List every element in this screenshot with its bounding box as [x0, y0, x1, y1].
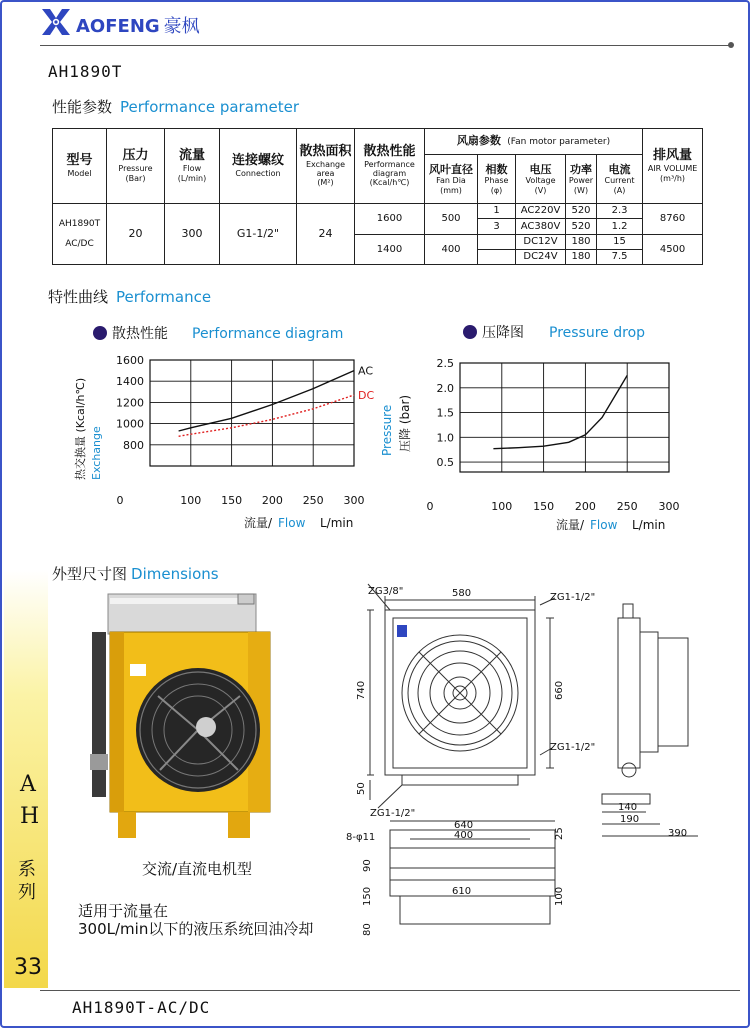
series-letter-h: H — [20, 804, 40, 829]
cell-voltage-2: AC380V — [516, 219, 566, 234]
cell-power-2: 520 — [566, 219, 597, 234]
c1-legend-ac: AC — [358, 364, 374, 378]
cell-power-1: 520 — [566, 204, 597, 219]
c1-ytick-label: 1000 — [116, 417, 144, 431]
chart1-xlabel-cn: 流量/ — [244, 516, 273, 530]
cell-phase-3 — [478, 234, 516, 249]
c1-xtick-label: 150 — [221, 494, 243, 507]
c1-series-ac — [179, 371, 354, 431]
c2-xtick-label: 250 — [616, 500, 638, 513]
chart1-ticks — [116, 354, 365, 507]
cell-perf-dc: 1400 — [355, 234, 425, 264]
section-dimensions-title — [52, 563, 219, 584]
dim-label-zg112-top: ZG1-1/2" — [550, 592, 596, 603]
cell-power-3: 180 — [566, 234, 597, 249]
c1-xtick-label: 100 — [180, 494, 202, 507]
c2-plot-frame — [460, 363, 669, 472]
chart1-title-en: Performance diagram — [192, 326, 344, 342]
dim-label-610: 610 — [452, 886, 472, 897]
c1-xtick-label: 250 — [302, 494, 324, 507]
c2-ytick-label: 2.0 — [436, 381, 454, 395]
dim-label-190: 190 — [620, 814, 640, 825]
th-fan-group: 风扇参数 (Fan motor parameter) — [425, 129, 643, 155]
section-parameter-cn: 性能参数 — [52, 98, 113, 116]
cell-perf-ac: 1600 — [355, 204, 425, 234]
cell-phase-1: 1 — [478, 204, 516, 219]
cell-air-dc: 4500 — [643, 234, 703, 264]
chart2-xlabel-unit: L/min — [632, 518, 666, 532]
chart1-bullet-icon — [93, 326, 107, 340]
chart1-ylabel-cn: 热交换量 (Kcal/h℃) — [74, 377, 87, 480]
dim-label-100: 100 — [554, 886, 565, 906]
cell-pressure: 20 — [107, 204, 165, 265]
chart2-xlabel-cn: 流量/ — [556, 518, 585, 532]
c1-xtick-label: 200 — [261, 494, 283, 507]
th-area: 散热面积 Exchange area (M²) — [297, 129, 355, 204]
section-curve-cn: 特性曲线 — [48, 288, 109, 306]
dim-label-400: 400 — [454, 830, 474, 841]
c1-ytick-label: 1200 — [116, 396, 144, 410]
th-power: 功率 Power (W) — [566, 155, 597, 204]
dim-label-zg112-bottom: ZG1-1/2" — [370, 808, 416, 819]
th-phase: 相数 Phase (φ) — [478, 155, 516, 204]
c2-xtick-label: 100 — [491, 500, 513, 513]
model-title: AH1890T — [48, 62, 123, 81]
footer-model: AH1890T-AC/DC — [72, 998, 211, 1017]
chart1-title-cn: 散热性能 — [112, 326, 168, 342]
dim-label-660: 660 — [554, 680, 565, 700]
cell-current-1: 2.3 — [597, 204, 643, 219]
c2-xtick-label: 200 — [574, 500, 596, 513]
cell-voltage-4: DC24V — [516, 249, 566, 264]
dimension-drawings — [340, 580, 720, 940]
dim-label-580: 580 — [452, 588, 472, 599]
c1-series-dc — [179, 395, 354, 436]
page-number: 33 — [14, 955, 42, 980]
pressure-drop-chart — [372, 320, 692, 535]
chart2-xlabel-en: Flow — [590, 518, 618, 532]
dim-label-390: 390 — [668, 828, 688, 839]
dim-label-zg38: ZG3/8" — [368, 586, 404, 597]
c1-xtick-label: 0 — [116, 494, 124, 507]
dim-logo-icon — [397, 625, 407, 637]
c2-ytick-label: 1.0 — [436, 431, 454, 445]
c2-ytick-label: 0.5 — [436, 456, 454, 470]
spec-table — [52, 128, 703, 265]
cell-phase-4 — [478, 249, 516, 264]
chart2-grid — [460, 363, 669, 472]
th-flow: 流量 Flow (L/min) — [165, 129, 220, 204]
cell-air-ac: 8760 — [643, 204, 703, 234]
dim-label-50: 50 — [356, 782, 367, 795]
cell-current-4: 7.5 — [597, 249, 643, 264]
th-current: 电流 Current (A) — [597, 155, 643, 204]
c1-ytick-label: 1400 — [116, 375, 144, 389]
cell-fan-dia-ac: 500 — [425, 204, 478, 234]
c2-xtick-label: 0 — [426, 500, 434, 513]
c2-ytick-label: 2.5 — [436, 357, 454, 370]
chart1-xlabel-unit: L/min — [320, 516, 354, 530]
th-performance: 散热性能 Performance diagram (Kcal/h℃) — [355, 129, 425, 204]
product-photo — [88, 592, 278, 842]
dim-label-140: 140 — [618, 802, 638, 813]
dim-label-zg112-mid: ZG1-1/2" — [550, 742, 596, 753]
cell-current-3: 15 — [597, 234, 643, 249]
dim-label-80: 80 — [362, 923, 373, 936]
cell-flow: 300 — [165, 204, 220, 265]
cell-connection: G1-1/2" — [220, 204, 297, 265]
c1-plot-frame — [150, 360, 354, 466]
dim-label-150: 150 — [362, 886, 373, 906]
section-dimensions-cn: 外型尺寸图 — [52, 565, 128, 583]
chart2-title-en: Pressure drop — [549, 325, 646, 341]
caption-usage-line2: 300L/min以下的液压系统回油冷却 — [78, 920, 314, 938]
series-char-lie: 列 — [18, 882, 36, 903]
chart1-grid — [150, 360, 354, 466]
section-parameter-en: Performance parameter — [120, 98, 300, 116]
th-air-volume: 排风量 AIR VOLUME (m³/h) — [643, 129, 703, 204]
c2-xtick-label: 150 — [533, 500, 555, 513]
c1-ytick-label: 1600 — [116, 354, 144, 367]
header-rule — [40, 45, 730, 46]
chart2-title-cn: 压降图 — [482, 325, 524, 341]
th-model: 型号 Model — [53, 129, 107, 204]
c2-xtick-label: 300 — [658, 500, 680, 513]
brand-name-cn: 豪枫 — [163, 16, 200, 37]
cell-voltage-1: AC220V — [516, 204, 566, 219]
section-curve-title — [48, 286, 211, 307]
cell-fan-dia-dc: 400 — [425, 234, 478, 264]
cell-current-2: 1.2 — [597, 219, 643, 234]
brand-name — [76, 12, 200, 38]
brand-logo-icon — [40, 7, 72, 37]
cell-model: AH1890T AC/DC — [53, 204, 107, 265]
chart1-ylabel-en: Exchange — [90, 426, 103, 480]
cell-phase-2: 3 — [478, 219, 516, 234]
section-curve-en: Performance — [116, 288, 212, 306]
dim-label-8-11: 8-φ11 — [346, 832, 376, 843]
chart1-series — [179, 365, 375, 437]
performance-chart — [74, 320, 398, 535]
chart2-ticks — [427, 357, 680, 513]
chart2-ylabel-cn: 压降 (bar) — [398, 394, 412, 452]
th-fan-dia: 风叶直径 Fan Dia (mm) — [425, 155, 478, 204]
header-rule-end — [728, 42, 734, 48]
footer-rule — [40, 990, 740, 991]
c1-legend-dc: DC — [358, 388, 375, 402]
th-pressure: 压力 Pressure (Bar) — [107, 129, 165, 204]
brand-name-en: AOFENG — [76, 16, 160, 37]
dim-label-90: 90 — [362, 859, 373, 872]
section-parameter-title — [52, 96, 299, 117]
caption-motor-type: 交流/直流电机型 — [142, 860, 253, 878]
c1-xtick-label: 300 — [343, 494, 365, 507]
series-letter-a: A — [20, 772, 36, 797]
chart2-bullet-icon — [463, 325, 477, 339]
th-voltage: 电压 Voltage (V) — [516, 155, 566, 204]
dim-label-25: 25 — [554, 827, 565, 840]
c2-ytick-label: 1.5 — [436, 406, 454, 420]
cell-area: 24 — [297, 204, 355, 265]
th-connection: 连接螺纹 Connection — [220, 129, 297, 204]
section-dimensions-en: Dimensions — [131, 565, 219, 583]
dim-label-640: 640 — [454, 820, 474, 831]
chart1-xlabel-en: Flow — [278, 516, 306, 530]
c1-ytick-label: 800 — [123, 438, 144, 452]
dim-label-740: 740 — [356, 680, 367, 700]
series-char-xi: 系 — [18, 859, 36, 880]
chart2-ylabel-en: Pressure — [380, 404, 394, 456]
cell-voltage-3: DC12V — [516, 234, 566, 249]
cell-power-4: 180 — [566, 249, 597, 264]
caption-usage-line1: 适用于流量在 — [78, 902, 169, 920]
